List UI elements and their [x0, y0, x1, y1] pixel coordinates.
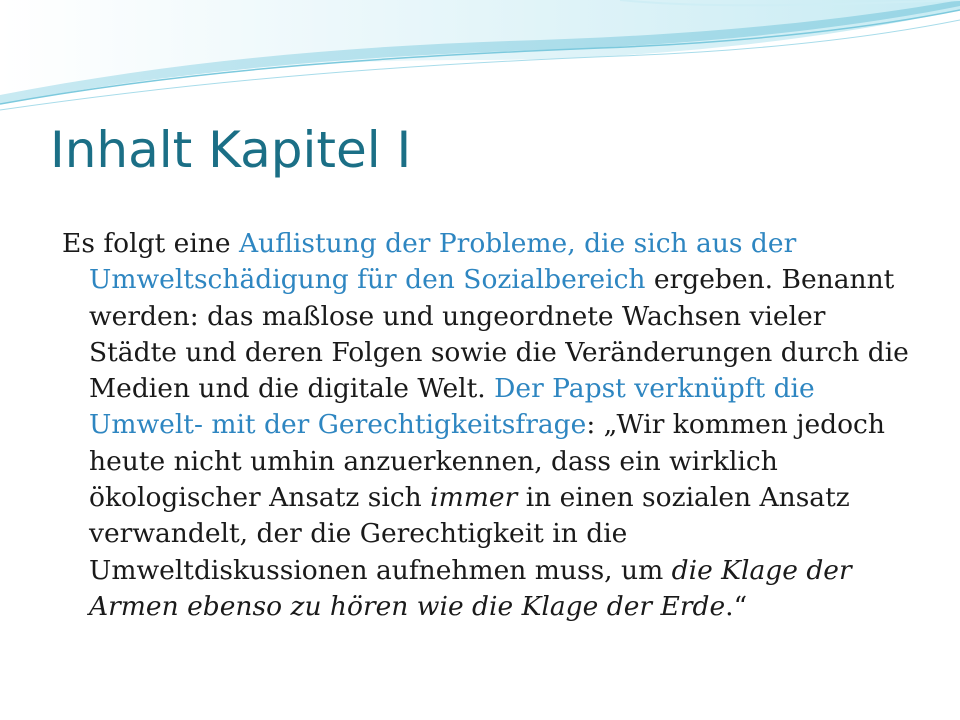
slide-title: Inhalt Kapitel I [50, 121, 412, 179]
italic-immer: immer [430, 482, 518, 514]
slide-body [62, 226, 912, 625]
italic-klage: die Klage der Armen ebenso zu hören wie die Klage der Erde [89, 554, 852, 622]
highlight-problems: Auflistung der Probleme, die sich aus der Umweltschädigung für den Sozialbereich [89, 228, 797, 296]
highlight-pope: Der Papst verknüpft die Umwelt- mit der Gerechtigkeitsfrage [89, 373, 815, 441]
body-text-2: ergeben. Benannt werden: das maßlose und ungeordnete Wachsen vieler Städte und deren Folgen sowie die Veränderungen durch die Medien und die digitale Welt. [89, 264, 909, 405]
header-wave-decoration [0, 0, 960, 140]
body-text-5: .“ [725, 590, 748, 622]
body-text-3: : „Wir kommen jedoch heute nicht umhin anzuerkennen, dass ein wirklich ökologischer Ansatz sich [89, 409, 885, 514]
body-text-4: in einen sozialen Ansatz verwandelt, der die Gerechtigkeit in die Umweltdiskussionen aufnehmen muss, um [89, 482, 850, 586]
body-text-1: Es folgt eine [62, 228, 239, 259]
body-paragraph [62, 226, 912, 625]
